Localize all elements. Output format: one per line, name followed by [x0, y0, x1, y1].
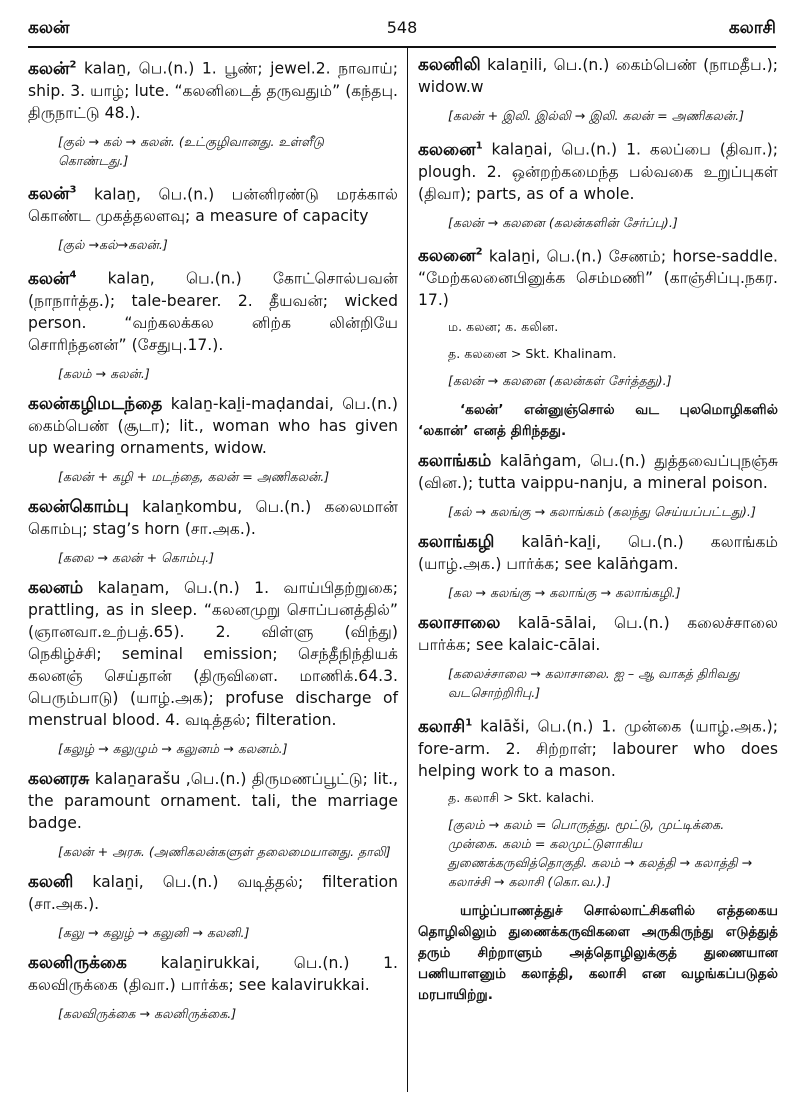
homonym-number: 2: [69, 59, 77, 70]
dictionary-entry: [418, 135, 778, 205]
dictionary-entry: [418, 242, 778, 312]
etymology-note: [கலுழ் → கலுழும் → கலுனம் → கலனம்.]: [58, 740, 288, 756]
homonym-number: 2: [475, 246, 483, 258]
entry-headword: கலனரசு: [28, 768, 90, 789]
left-column: [28, 54, 398, 1033]
homonym-number: 1: [465, 717, 473, 729]
entry-definition: kalaṉ, பெ.(n.) 1. பூண்; jewel.2. நாவாய்; ship. 3. யாழ்; lute. “கலனிடைத் தருவதும்” (கந்தபு. திருநாட்டு 48.).: [28, 59, 398, 122]
dictionary-entry: [418, 712, 778, 782]
entry-headword: கலனிருக்கை: [28, 952, 127, 973]
dictionary-entry: [28, 871, 398, 915]
entry-definition: kalaṉai, பெ.(n.) 1. கலப்பை (திவா.); plough. 2. ஒன்றற்கமைந்த பல்வகை உறுப்புகள் (திவா); parts, as of a whole.: [418, 140, 778, 203]
etymology-note: [கலம் → கலன்.]: [58, 365, 150, 381]
etymology-note: [கலு → கலுழ் → கலுனி → கலனி.]: [58, 924, 250, 940]
column-divider: [407, 48, 408, 1092]
etymology-note: [குல் → கல் → கலன். (உட்குழிவானது. உள்ளீடு கொண்டது.]: [58, 133, 324, 168]
cognate-note: ம. கலன; க. கலின.: [448, 319, 559, 335]
entry-headword: கலாசி: [418, 716, 466, 737]
entry-headword: கலாங்கழி: [418, 532, 495, 553]
borrowing-note: த. கலனை > Skt. Khalinam.: [448, 346, 617, 362]
etymology-note: [கல் → கலங்கு → கலாங்கம் (கலந்து செய்யப்பட்டது).]: [448, 504, 756, 520]
page-number: 548: [386, 18, 418, 37]
etymology-note: [கலைச்சாலை → கலாசாலை. ஐ – ஆ வாகத் திரிவது வடசொற்றிரிபு.]: [448, 666, 740, 701]
dictionary-entry: [418, 54, 778, 98]
header-rule: [28, 46, 776, 48]
entry-definition: kalaṉili, பெ.(n.) கைம்பெண் (நாமதீப.); widow.w: [418, 56, 778, 96]
right-column: [418, 54, 778, 1014]
entry-definition: kalāši, பெ.(n.) 1. முன்கை (யாழ்.அக.); fore-arm. 2. சிற்றாள்; labourer who does helping work to a mason.: [418, 717, 778, 780]
dictionary-entry: [418, 531, 778, 575]
etymology-note: [கலவிருக்கை → கலனிருக்கை.]: [58, 1005, 237, 1021]
entry-headword: கலனம்: [28, 577, 84, 598]
borrowing-note: த. கலாசி > Skt. kalachi.: [448, 789, 595, 805]
entry-definition: kalaṉ, பெ.(n.) கோட்சொல்பவன் (நாநார்த்த.); tale-bearer. 2. தீயவன்; wicked person. “வற்கலக்கல னிற்க லின்றியே சொரிந்தனன்” (சேதுபு.17.).: [28, 269, 398, 354]
dictionary-entry: [28, 577, 398, 731]
entry-definition: kalāṅgam, பெ.(n.) துத்தவைப்புநஞ்சு (வின.); tutta vaippu-nanju, a mineral poison.: [418, 452, 778, 493]
etymology-note: [குலம் → கலம் = பொருத்து. மூட்டு, முட்டிக்கை. முன்கை. கலம் = கலமுட்டுளாகிய துணைக்கருவித்தொகுதி. கலம் → கலத்தி → கலாத்தி → கலாச்சி → கலாசி (கொ.வ.).]: [448, 816, 753, 889]
dictionary-entry: [28, 393, 398, 459]
entry-headword: கலன்கழிமடந்தை: [28, 393, 163, 414]
entry-definition: kalaṉkombu, பெ.(n.) கலைமான் கொம்பு; stag’s horn (சா.அக.).: [28, 497, 398, 538]
entry-definition: kalaṉirukkai, பெ.(n.) 1. கலவிருக்கை (திவா.) பார்க்க; see kalavirukkai.: [28, 953, 398, 994]
entry-headword: கலன்: [28, 184, 70, 205]
page-header: [28, 14, 776, 44]
entry-definition: kalaṉ-kaḻi-maḍandai, பெ.(n.) கைம்பெண் (சூடா); lit., woman who has given up wearing ornaments, widow.: [28, 394, 398, 457]
dictionary-entry: [28, 54, 398, 124]
homonym-number: 1: [475, 140, 483, 151]
entry-headword: கலன்: [28, 268, 70, 289]
etymology-note: [குல் →கல்→கலன்.]: [58, 237, 168, 253]
usage-note: ‘கலன்’ என்னுஞ்சொல் வட புலமொழிகளில் ‘லகான்’ எனத் திரிந்தது.: [418, 402, 778, 440]
entry-headword: கலனை: [418, 139, 476, 160]
etymology-note: [கலன் + அரசு. (அணிகலன்களுள் தலைமையானது. தாலி]: [58, 843, 391, 859]
dictionary-entry: [28, 264, 398, 356]
entry-headword: கலன்: [28, 58, 70, 79]
right-running-headword: கலாசி: [728, 18, 776, 38]
etymology-note: [கலன் → கலனை (கலன்கள் சேர்த்தது).]: [448, 373, 672, 389]
entry-headword: கலனிலி: [418, 55, 481, 75]
entry-definition: kalaṉi, பெ.(n.) சேணம்; horse-saddle. “மேற்கலனைபினுக்க செம்மணி” (காஞ்சிப்பு.நகர. 17.): [418, 247, 778, 310]
entry-definition: kalaṉarašu ,பெ.(n.) திருமணப்பூட்டு; lit., the paramount ornament. tali, the marriage badge.: [28, 769, 398, 832]
entry-headword: கலனை: [418, 246, 476, 267]
dictionary-entry: [418, 450, 778, 494]
left-running-headword: கலன்: [28, 18, 70, 38]
dictionary-entry: [28, 768, 398, 834]
etymology-note: [கல → கலங்கு → கலாங்கு → கலாங்கழி.]: [448, 585, 681, 601]
dictionary-entry: [28, 180, 398, 228]
entry-definition: kalaṉi, பெ.(n.) வடித்தல்; filteration (சா.அக.).: [28, 872, 398, 913]
entry-definition: kalaṉam, பெ.(n.) 1. வாய்பிதற்றுகை; prattling, as in sleep. “கலனமுறு சொப்பனத்தில்” (ஞானவா.உற்பத்.65). 2. விள்ளு (விந்து) நெகிழ்ச்சி; seminal emission; செந்தீநிந்தியக் கலனஞ் செய்தான் (திருவிளை. மாணிக்.64.3. பெரும்பாடு) (யாழ்.அக); profuse discharge of menstrual blood. 4. வடித்தல்; filteration.: [28, 578, 398, 729]
entry-headword: கலன்கொம்பு: [28, 496, 129, 517]
homonym-number: 3: [69, 184, 77, 196]
entry-definition: kalāṅ-kaḻi, பெ.(n.) கலாங்கம் (யாழ்.அக.) பார்க்க; see kalāṅgam.: [418, 533, 778, 574]
etymology-note: [கலன் + இலி. இல்லி → இலி. கலன் = அணிகலன்.]: [448, 108, 745, 123]
entry-definition: kalaṉ, பெ.(n.) பன்னிரண்டு மரக்கால் கொண்ட முகத்தலளவு; a measure of capacity: [28, 185, 398, 226]
entry-headword: கலனி: [28, 871, 74, 892]
etymology-note: [கலன் + கழி + மடந்தை, கலன் = அணிகலன்.]: [58, 468, 330, 484]
dictionary-entry: [28, 496, 398, 540]
usage-note: யாழ்ப்பாணத்துச் சொல்லாட்சிகளில் எத்தகைய தொழிலிலும் துணைக்கருவிகளை அருகிருந்து எடுத்துத் தரும் சிற்றாளும் அத்தொழிலுக்குத் துணையான பணியாளனும் கலாத்தி, கலாசி என வழங்கப்படுதல் மரபாயிற்று.: [418, 902, 778, 1003]
entry-headword: கலாசாலை: [418, 613, 501, 634]
homonym-number: 4: [69, 269, 77, 281]
entry-definition: kalā-sālai, பெ.(n.) கலைச்சாலை பார்க்க; see kalaic-cālai.: [418, 614, 778, 655]
entry-headword: கலாங்கம்: [418, 451, 492, 472]
etymology-note: [கலை → கலன் + கொம்பு.]: [58, 549, 215, 565]
dictionary-entry: [418, 612, 778, 656]
etymology-note: [கலன் → கலனை (கலன்களின் சேர்ப்பு).]: [448, 214, 678, 230]
dictionary-entry: [28, 952, 398, 996]
